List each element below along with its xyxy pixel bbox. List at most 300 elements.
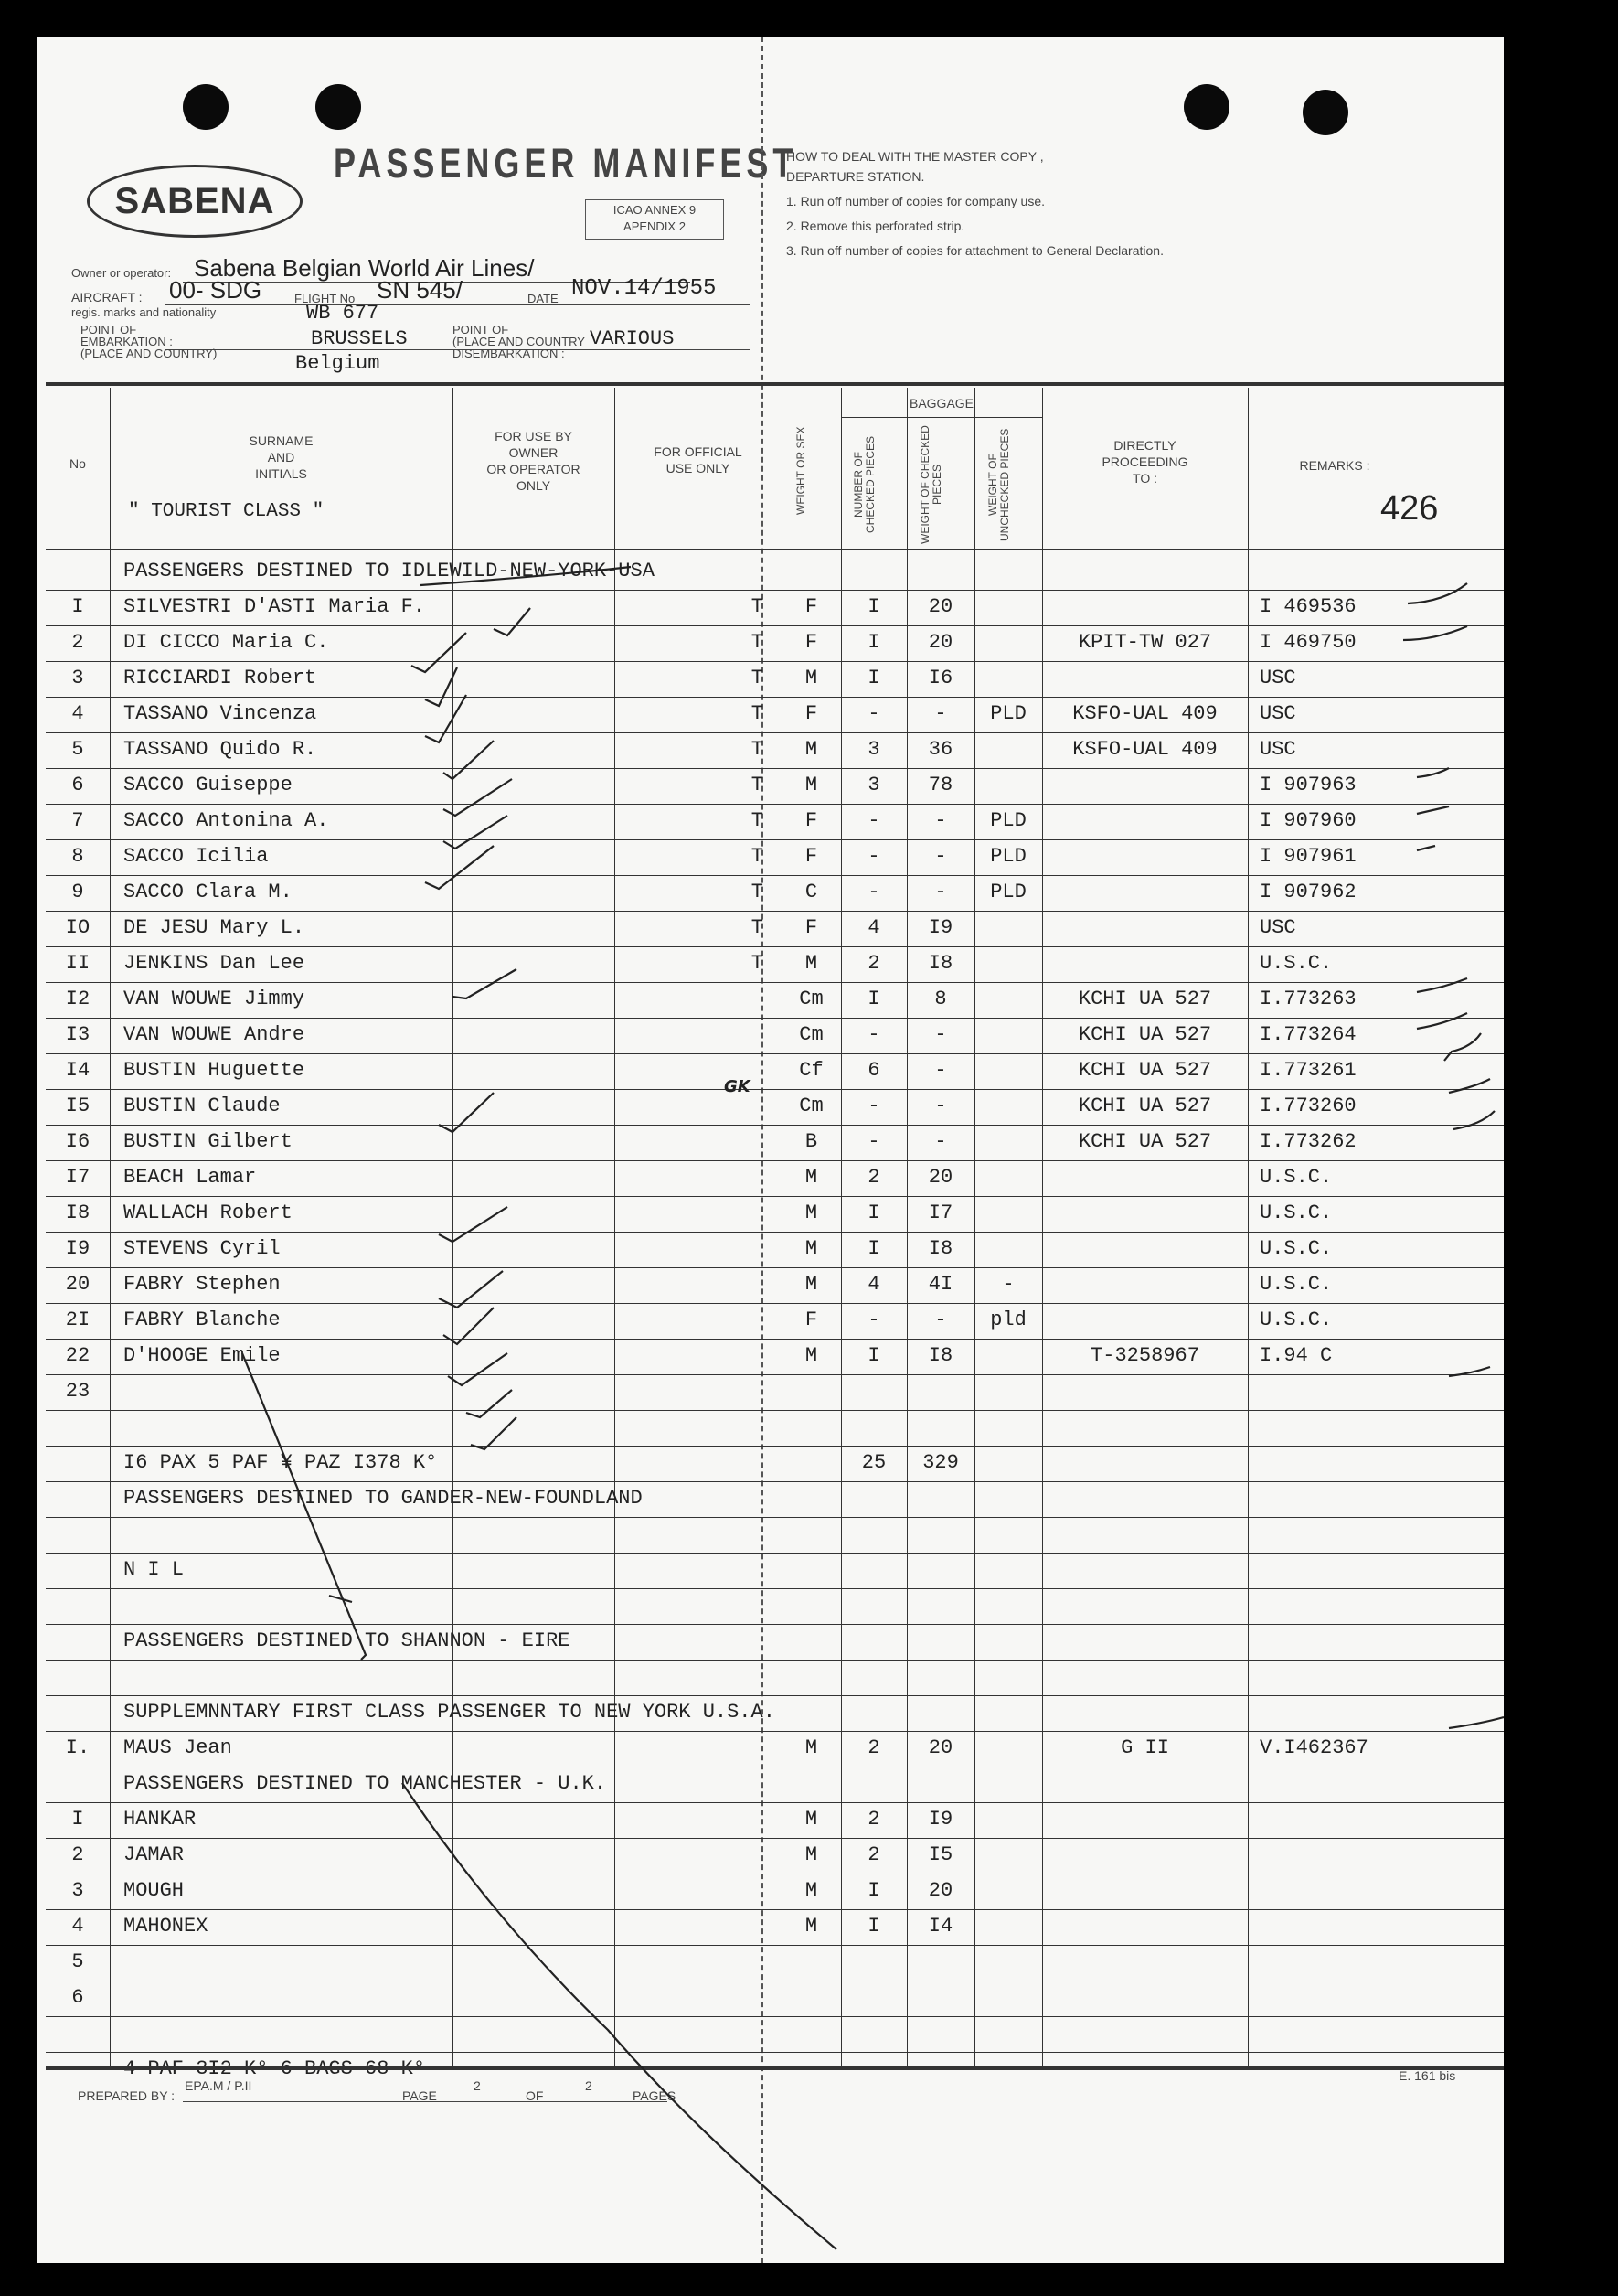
row-name: MAHONEX (123, 1915, 208, 1938)
row-name: RICCIARDI Robert (123, 667, 317, 689)
row-sex: M (804, 667, 818, 689)
row-n: - (868, 1130, 880, 1153)
row-rule (46, 911, 1504, 912)
row-no: I6 (65, 1130, 90, 1153)
row-w: 4I (928, 1273, 953, 1296)
row-n: - (868, 702, 880, 725)
row-w: 78 (928, 774, 953, 796)
row-no: 23 (65, 1380, 90, 1403)
form-code: E. 161 bis (1399, 2068, 1456, 2083)
row-no: 7 (71, 809, 84, 832)
row-sex: F (804, 809, 818, 832)
row-no: I (71, 1808, 84, 1831)
row-w: 8 (934, 988, 947, 1010)
instr-sub: DEPARTURE STATION. (786, 169, 925, 184)
row-w: 36 (928, 738, 953, 761)
row-u: PLD (990, 881, 1027, 903)
proceeding-3: TO : (1133, 471, 1157, 486)
footer-prepared-label: PREPARED BY : (78, 2088, 176, 2103)
handwritten-stamp: GK (724, 1077, 750, 1096)
col-divider (1248, 388, 1249, 2066)
row-no: 3 (71, 667, 84, 689)
tick-mark (448, 1353, 507, 1385)
row-off: T (750, 774, 763, 796)
row-w: I7 (928, 1201, 953, 1224)
punch-hole (1184, 84, 1229, 130)
row-n: 2 (868, 1166, 880, 1189)
row-rule (46, 1695, 1504, 1696)
row-sex: C (804, 881, 818, 903)
row-no: 5 (71, 1950, 84, 1973)
footer-of-value: 2 (585, 2078, 592, 2093)
row-sex: M (804, 1879, 818, 1902)
row-name: SACCO Clara M. (123, 881, 293, 903)
row-rule (46, 1089, 1504, 1090)
row-n: I (868, 667, 880, 689)
row-rule (46, 1553, 1504, 1554)
row-off: T (750, 667, 763, 689)
official-2: USE ONLY (665, 461, 730, 475)
row-to: KCHI UA 527 (1078, 1095, 1212, 1117)
row-to: T-3258967 (1091, 1344, 1199, 1367)
row-rem: V.I462367 (1260, 1736, 1368, 1759)
footer-of-label: OF (526, 2088, 544, 2103)
instr-2: 2. Remove this perforated strip. (786, 219, 965, 233)
disembark-value: VARIOUS (590, 327, 675, 350)
row-rule (46, 1410, 1504, 1411)
owner-use-1: FOR USE BY (495, 429, 572, 443)
row-rule (46, 1160, 1504, 1161)
row-u: PLD (990, 809, 1027, 832)
row-w: I9 (928, 916, 953, 939)
row-rule (46, 590, 1504, 591)
aircraft-value: 00- SDG (169, 276, 262, 304)
row-no: I2 (65, 988, 90, 1010)
row-w: I5 (928, 1843, 953, 1866)
row-rem: USC (1260, 738, 1296, 761)
row-name: WALLACH Robert (123, 1201, 293, 1224)
tick-mark (452, 969, 516, 998)
row-n: 3 (868, 738, 880, 761)
col-surname-header (110, 433, 452, 482)
row-name: I6 PAX 5 PAF ¥ PAZ I378 K° (123, 1451, 438, 1474)
row-name: TASSANO Quido R. (123, 738, 317, 761)
instr-title: HOW TO DEAL WITH THE MASTER COPY , (786, 149, 1044, 164)
row-rule (46, 875, 1504, 876)
row-w: 20 (928, 631, 953, 654)
row-sex: M (804, 738, 818, 761)
remark-tick (1449, 1717, 1504, 1728)
row-no: 8 (71, 845, 84, 868)
bracket-mark (329, 1596, 352, 1602)
row-w: I6 (928, 667, 953, 689)
col-remarks-header: REMARKS : (1299, 458, 1370, 473)
col-weight-sex-header: WEIGHT OR SEX (794, 426, 807, 516)
flight-sub: WB 677 (306, 302, 379, 325)
row-w: - (934, 845, 947, 868)
row-name: PASSENGERS DESTINED TO IDLEWILD-NEW-YORK-USA (123, 560, 655, 582)
row-n: I (868, 1344, 880, 1367)
row-n: 6 (868, 1059, 880, 1082)
row-rem: USC (1260, 702, 1296, 725)
row-name: BUSTIN Huguette (123, 1059, 305, 1082)
row-rule (46, 1446, 1504, 1447)
row-name: PASSENGERS DESTINED TO GANDER-NEW-FOUNDLAND (123, 1487, 643, 1510)
perforated-strip-line (761, 37, 763, 2263)
owner-use-4: ONLY (516, 478, 551, 493)
row-w: - (934, 1095, 947, 1117)
baggage-top-line (841, 417, 1042, 418)
row-sex: M (804, 1843, 818, 1866)
row-rule (46, 1660, 1504, 1661)
row-sex: M (804, 952, 818, 975)
tick-mark (494, 608, 530, 635)
date-value: NOV.14/1955 (571, 276, 717, 301)
row-off: T (750, 595, 763, 618)
instr-3: 3. Run off number of copies for attachment to General Declaration. (786, 243, 1164, 258)
row-name: BUSTIN Gilbert (123, 1130, 293, 1153)
row-rem: USC (1260, 667, 1296, 689)
row-to: G II (1121, 1736, 1169, 1759)
row-no: 5 (71, 738, 84, 761)
row-rule (46, 1339, 1504, 1340)
disembark-label-3: DISEMBARKATION : (452, 347, 565, 360)
row-rem: I.773263 (1260, 988, 1357, 1010)
row-rem: I.94 C (1260, 1344, 1333, 1367)
row-w: I8 (928, 1344, 953, 1367)
row-no: 2 (71, 1843, 84, 1866)
row-rule (46, 804, 1504, 805)
row-sex: Cm (799, 1023, 824, 1046)
row-no: I8 (65, 1201, 90, 1224)
row-off: T (750, 738, 763, 761)
regis-label: regis. marks and nationality (71, 305, 217, 319)
tick-mark (466, 1390, 512, 1417)
row-to: KCHI UA 527 (1078, 1059, 1212, 1082)
row-name: SACCO Icilia (123, 845, 269, 868)
row-rule (46, 1802, 1504, 1803)
col-owner-header (452, 428, 614, 494)
footer-underline (183, 2101, 667, 2102)
row-w: - (934, 881, 947, 903)
instr-1: 1. Run off number of copies for company use. (786, 194, 1046, 208)
row-n: - (868, 1308, 880, 1331)
punch-hole (1303, 90, 1348, 135)
row-n: 4 (868, 1273, 880, 1296)
row-n: 2 (868, 1843, 880, 1866)
row-no: 2I (65, 1308, 90, 1331)
col-no-header: No (69, 456, 86, 471)
row-sex: F (804, 845, 818, 868)
icao-line-2: APENDIX 2 (623, 219, 686, 233)
row-n: I (868, 1237, 880, 1260)
row-name: JENKINS Dan Lee (123, 952, 305, 975)
remark-tick (1449, 1079, 1490, 1093)
row-off: T (750, 881, 763, 903)
row-rule (46, 697, 1504, 698)
row-name: PASSENGERS DESTINED TO SHANNON - EIRE (123, 1629, 570, 1652)
disembark-label-2: (PLACE AND COUNTRY (452, 335, 585, 348)
row-w: - (934, 1023, 947, 1046)
row-no: 3 (71, 1879, 84, 1902)
row-no: I7 (65, 1166, 90, 1189)
row-name: DE JESU Mary L. (123, 916, 305, 939)
row-n: 3 (868, 774, 880, 796)
row-sex: M (804, 1808, 818, 1831)
row-sex: Cf (799, 1059, 824, 1082)
col-unchecked-weight-header: WEIGHT OF UNCHECKED PIECES (986, 428, 1011, 541)
row-w: - (934, 1130, 947, 1153)
row-w: - (934, 1308, 947, 1331)
row-sex: B (804, 1130, 818, 1153)
row-off: T (750, 702, 763, 725)
remark-tick (1453, 1111, 1495, 1129)
row-rule (46, 1303, 1504, 1304)
row-rule (46, 1053, 1504, 1054)
row-n: I (868, 631, 880, 654)
row-rule (46, 1267, 1504, 1268)
row-off: T (750, 809, 763, 832)
row-sex: F (804, 631, 818, 654)
row-sex: M (804, 1237, 818, 1260)
owner-value: Sabena Belgian World Air Lines/ (194, 254, 535, 282)
owner-label: Owner or operator: (71, 266, 172, 280)
row-u: PLD (990, 845, 1027, 868)
row-rem: U.S.C. (1260, 952, 1333, 975)
master-copy-instructions (786, 144, 1164, 263)
aircraft-label: AIRCRAFT : (71, 290, 143, 304)
row-n: - (868, 845, 880, 868)
flight-value: SN 545/ (377, 276, 463, 304)
col-divider (452, 388, 453, 2066)
row-to: KCHI UA 527 (1078, 1130, 1212, 1153)
initials-label: INITIALS (255, 466, 307, 481)
row-to: KCHI UA 527 (1078, 1023, 1212, 1046)
row-n: 2 (868, 1736, 880, 1759)
page-number-stamp: 426 (1380, 489, 1439, 528)
row-name: VAN WOUWE Andre (123, 1023, 305, 1046)
footer-pages-label: PAGES (633, 2088, 676, 2103)
row-no: II (65, 952, 90, 975)
row-rem: I 907963 (1260, 774, 1357, 796)
and-label: AND (267, 450, 295, 465)
row-w: - (934, 702, 947, 725)
flight-label: FLIGHT No (294, 292, 356, 305)
row-n: I (868, 1879, 880, 1902)
footer-page-label: PAGE (402, 2088, 437, 2103)
row-n: 25 (861, 1451, 887, 1474)
row-rem: I 469536 (1260, 595, 1357, 618)
row-rule (46, 1909, 1504, 1910)
row-rem: I 907962 (1260, 881, 1357, 903)
row-rule (46, 839, 1504, 840)
row-rule (46, 2016, 1504, 2017)
row-rule (46, 1481, 1504, 1482)
row-rule (46, 1018, 1504, 1019)
embark-underline (165, 349, 750, 350)
table-top-border (46, 382, 1504, 386)
row-n: 4 (868, 916, 880, 939)
row-rule (46, 1374, 1504, 1375)
row-name: D'HOOGE Emile (123, 1344, 281, 1367)
row-no: 9 (71, 881, 84, 903)
col-proceeding-header (1042, 437, 1248, 486)
row-rule (46, 1588, 1504, 1589)
row-n: 2 (868, 952, 880, 975)
row-n: I (868, 1201, 880, 1224)
row-rem: I 907961 (1260, 845, 1357, 868)
owner-use-2: OWNER (508, 445, 559, 460)
row-sex: F (804, 916, 818, 939)
manifest-sheet (37, 37, 1504, 2263)
row-off: T (750, 952, 763, 975)
row-rule (46, 1731, 1504, 1732)
row-rule (46, 625, 1504, 626)
row-sex: Cm (799, 988, 824, 1010)
row-u: pld (990, 1308, 1027, 1331)
row-sex: M (804, 1915, 818, 1938)
icao-line-1: ICAO ANNEX 9 (612, 203, 697, 217)
embark-value-1: BRUSSELS (311, 327, 408, 350)
owner-use-3: OR OPERATOR (486, 462, 580, 476)
remark-tick (1417, 978, 1467, 992)
remark-tick (1444, 1033, 1481, 1061)
row-to: KSFO-UAL 409 (1072, 738, 1218, 761)
embark-label-2: EMBARKATION : (80, 335, 173, 348)
row-off: T (750, 631, 763, 654)
row-name: FABRY Blanche (123, 1308, 281, 1331)
row-name: SACCO Guiseppe (123, 774, 293, 796)
row-no: 6 (71, 1986, 84, 2009)
row-no: I9 (65, 1237, 90, 1260)
row-w: I9 (928, 1808, 953, 1831)
embark-label-1: POINT OF (80, 323, 137, 336)
row-n: I (868, 988, 880, 1010)
remark-tick (1417, 1013, 1467, 1029)
row-name: TASSANO Vincenza (123, 702, 317, 725)
col-official-header (614, 443, 782, 476)
row-w: I8 (928, 952, 953, 975)
row-rule (46, 1838, 1504, 1839)
row-sex: F (804, 595, 818, 618)
footer-prepared-value: EPA.M / P.II (185, 2078, 252, 2093)
icao-box (585, 199, 724, 240)
header-bottom-line (46, 549, 1504, 550)
row-rem: I.773260 (1260, 1095, 1357, 1117)
col-baggage-header: BAGGAGE (909, 396, 974, 411)
row-name: SILVESTRI D'ASTI Maria F. (123, 595, 426, 618)
disembark-label-1: POINT OF (452, 323, 509, 336)
row-sex: M (804, 1201, 818, 1224)
row-rem: U.S.C. (1260, 1308, 1333, 1331)
row-w: 20 (928, 1879, 953, 1902)
row-n: - (868, 881, 880, 903)
row-no: 4 (71, 702, 84, 725)
row-rem: I 469750 (1260, 631, 1357, 654)
row-rem: U.S.C. (1260, 1166, 1333, 1189)
row-w: I8 (928, 1237, 953, 1260)
row-off: T (750, 916, 763, 939)
row-no: I3 (65, 1023, 90, 1046)
row-sex: M (804, 1736, 818, 1759)
table-bottom-border (46, 2066, 1504, 2070)
row-name: 4 PAF 3I2 K° 6 BAGS 68 K° (123, 2057, 426, 2080)
row-rem: USC (1260, 916, 1296, 939)
row-u: - (1002, 1273, 1015, 1296)
row-rule (46, 1945, 1504, 1946)
row-w: - (934, 809, 947, 832)
row-rule (46, 2052, 1504, 2053)
row-to: KPIT-TW 027 (1078, 631, 1212, 654)
row-to: KCHI UA 527 (1078, 988, 1212, 1010)
row-no: I (71, 595, 84, 618)
row-name: BEACH Lamar (123, 1166, 257, 1189)
row-name: SACCO Antonina A. (123, 809, 329, 832)
row-no: 2 (71, 631, 84, 654)
row-name: BUSTIN Claude (123, 1095, 281, 1117)
row-n: - (868, 1095, 880, 1117)
row-w: 20 (928, 595, 953, 618)
date-label: DATE (527, 292, 559, 305)
tick-mark (443, 779, 512, 816)
row-rule (46, 1517, 1504, 1518)
row-rem: U.S.C. (1260, 1201, 1333, 1224)
row-to: KSFO-UAL 409 (1072, 702, 1218, 725)
proceeding-2: PROCEEDING (1102, 454, 1188, 469)
row-no: 6 (71, 774, 84, 796)
row-name: SUPPLEMNNTARY FIRST CLASS PASSENGER TO NEW YORK U.S.A. (123, 1701, 775, 1724)
row-w: - (934, 1059, 947, 1082)
col-checked-num-header: NUMBER OF CHECKED PIECES (852, 435, 877, 534)
row-rem: U.S.C. (1260, 1273, 1333, 1296)
proceeding-1: DIRECTLY (1113, 438, 1176, 453)
tick-mark (471, 1417, 516, 1449)
row-rule (46, 1125, 1504, 1126)
row-name: N I L (123, 1558, 185, 1581)
row-rule (46, 1232, 1504, 1233)
row-off: T (750, 845, 763, 868)
row-n: - (868, 1023, 880, 1046)
row-u: PLD (990, 702, 1027, 725)
embark-value-2: Belgium (295, 352, 380, 375)
row-rem: I.773261 (1260, 1059, 1357, 1082)
row-name: VAN WOUWE Jimmy (123, 988, 305, 1010)
row-name: STEVENS Cyril (123, 1237, 281, 1260)
row-rule (46, 1196, 1504, 1197)
punch-hole (315, 84, 361, 130)
row-rule (46, 946, 1504, 947)
punch-hole (183, 84, 229, 130)
col-divider (974, 388, 975, 2066)
embark-label-3: (PLACE AND COUNTRY) (80, 347, 218, 360)
row-name: HANKAR (123, 1808, 197, 1831)
row-name: MOUGH (123, 1879, 185, 1902)
row-sex: F (804, 702, 818, 725)
row-no: 4 (71, 1915, 84, 1938)
row-sex: M (804, 774, 818, 796)
row-rule (46, 1624, 1504, 1625)
row-n: 2 (868, 1808, 880, 1831)
row-no: I5 (65, 1095, 90, 1117)
row-rule (46, 732, 1504, 733)
official-1: FOR OFFICIAL (654, 444, 742, 459)
row-rem: U.S.C. (1260, 1237, 1333, 1260)
row-sex: Cm (799, 1095, 824, 1117)
row-n: - (868, 809, 880, 832)
row-no: 20 (65, 1273, 90, 1296)
row-w: 329 (922, 1451, 959, 1474)
row-sex: M (804, 1166, 818, 1189)
